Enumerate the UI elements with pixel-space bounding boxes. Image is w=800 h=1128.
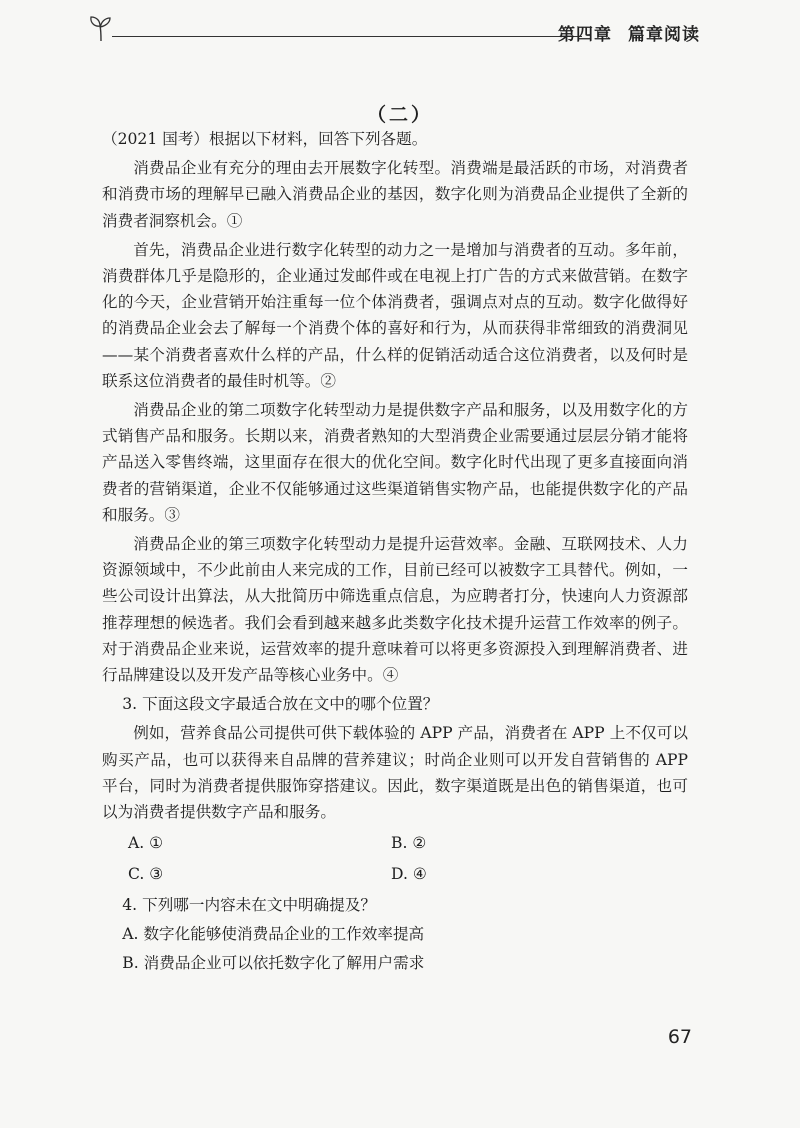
section-title: （二） bbox=[366, 104, 433, 126]
chapter-number: 第四章 bbox=[558, 25, 612, 45]
header-rule bbox=[112, 36, 582, 37]
question-4-option-b: B. 消费品企业可以依托数字化了解用户需求 bbox=[122, 954, 425, 973]
passage-content bbox=[102, 126, 688, 976]
question-3-options-row-2 bbox=[102, 861, 688, 887]
sprout-icon bbox=[88, 14, 114, 42]
option-c: C. ③ bbox=[128, 865, 164, 884]
question-4-option-a: A. 数字化能够使消费品企业的工作效率提高 bbox=[122, 924, 425, 943]
option-b: B. ② bbox=[391, 834, 427, 853]
paragraph-2: 首先，消费品企业进行数字化转型的动力之一是增加与消费者的互动。多年前，消费群体几乎是隐形的，企业通过发邮件或在电视上打广告的方式来做营销。在数字化的今天，企业营销开始注重每一位个体消费者，强调点对点的互动。数字化做得好的消费品企业会去了解每一个消费个体的喜好和行为，从而获得非常细致的消费洞见——某个消费者喜欢什么样的产品，什么样的促销活动适合这位消费者，以及何时是联系这位消费者的最佳时机等。② bbox=[102, 240, 688, 390]
question-3-passage: 例如，营养食品公司提供可供下载体验的 APP 产品，消费者在 APP 上不仅可以购买产品，也可以获得来自品牌的营养建议；时尚企业则可以开发自营销售的 APP 平台，同时为消费者提供服饰穿搭建议。因此，数字渠道既是出色的销售渠道，也可以为消费者提供数字产品和服务。 bbox=[102, 724, 689, 822]
paragraph-4: 消费品企业的第三项数字化转型动力是提升运营效率。金融、互联网技术、人力资源领域中，不少此前由人来完成的工作，目前已经可以被数字工具替代。例如，一些公司设计出算法，从大批简历中筛选重点信息，为应聘者打分，快速向人力资源部推荐理想的候选者。我们会看到越来越多此类数字化技术提升运营工作效率的例子。对于消费品企业来说，运营效率的提升意味着可以将更多资源投入到理解消费者、进行品牌建设以及开发产品等核心业务中。④ bbox=[102, 535, 688, 685]
paragraph-3: 消费品企业的第二项数字化转型动力是提供数字产品和服务，以及用数字化的方式销售产品和服务。长期以来，消费者熟知的大型消费企业需要通过层层分销才能将产品送入零售终端，这里面存在很大的优化空间。数字化时代出现了更多直接面向消费者的营销渠道，企业不仅能够通过这些渠道销售实物产品，也能提供数字化的产品和服务。③ bbox=[102, 401, 688, 524]
option-a: A. ① bbox=[128, 834, 164, 853]
option-d: D. ④ bbox=[391, 865, 427, 884]
intro-line: （2021 国考）根据以下材料，回答下列各题。 bbox=[102, 130, 428, 148]
chapter-heading bbox=[558, 20, 700, 45]
page-header bbox=[88, 14, 700, 44]
paragraph-1: 消费品企业有充分的理由去开展数字化转型。消费端是最活跃的市场，对消费者和消费市场的理解早已融入消费品企业的基因，数字化则为消费品企业提供了全新的消费者洞察机会。① bbox=[102, 159, 688, 230]
question-3-options-row-1 bbox=[102, 830, 688, 856]
question-4-stem: 4. 下列哪一内容未在文中明确提及？ bbox=[122, 895, 377, 914]
question-3-stem: 3. 下面这段文字最适合放在文中的哪个位置？ bbox=[122, 695, 439, 714]
chapter-title: 篇章阅读 bbox=[628, 25, 700, 45]
page-number: 67 bbox=[667, 1026, 692, 1048]
